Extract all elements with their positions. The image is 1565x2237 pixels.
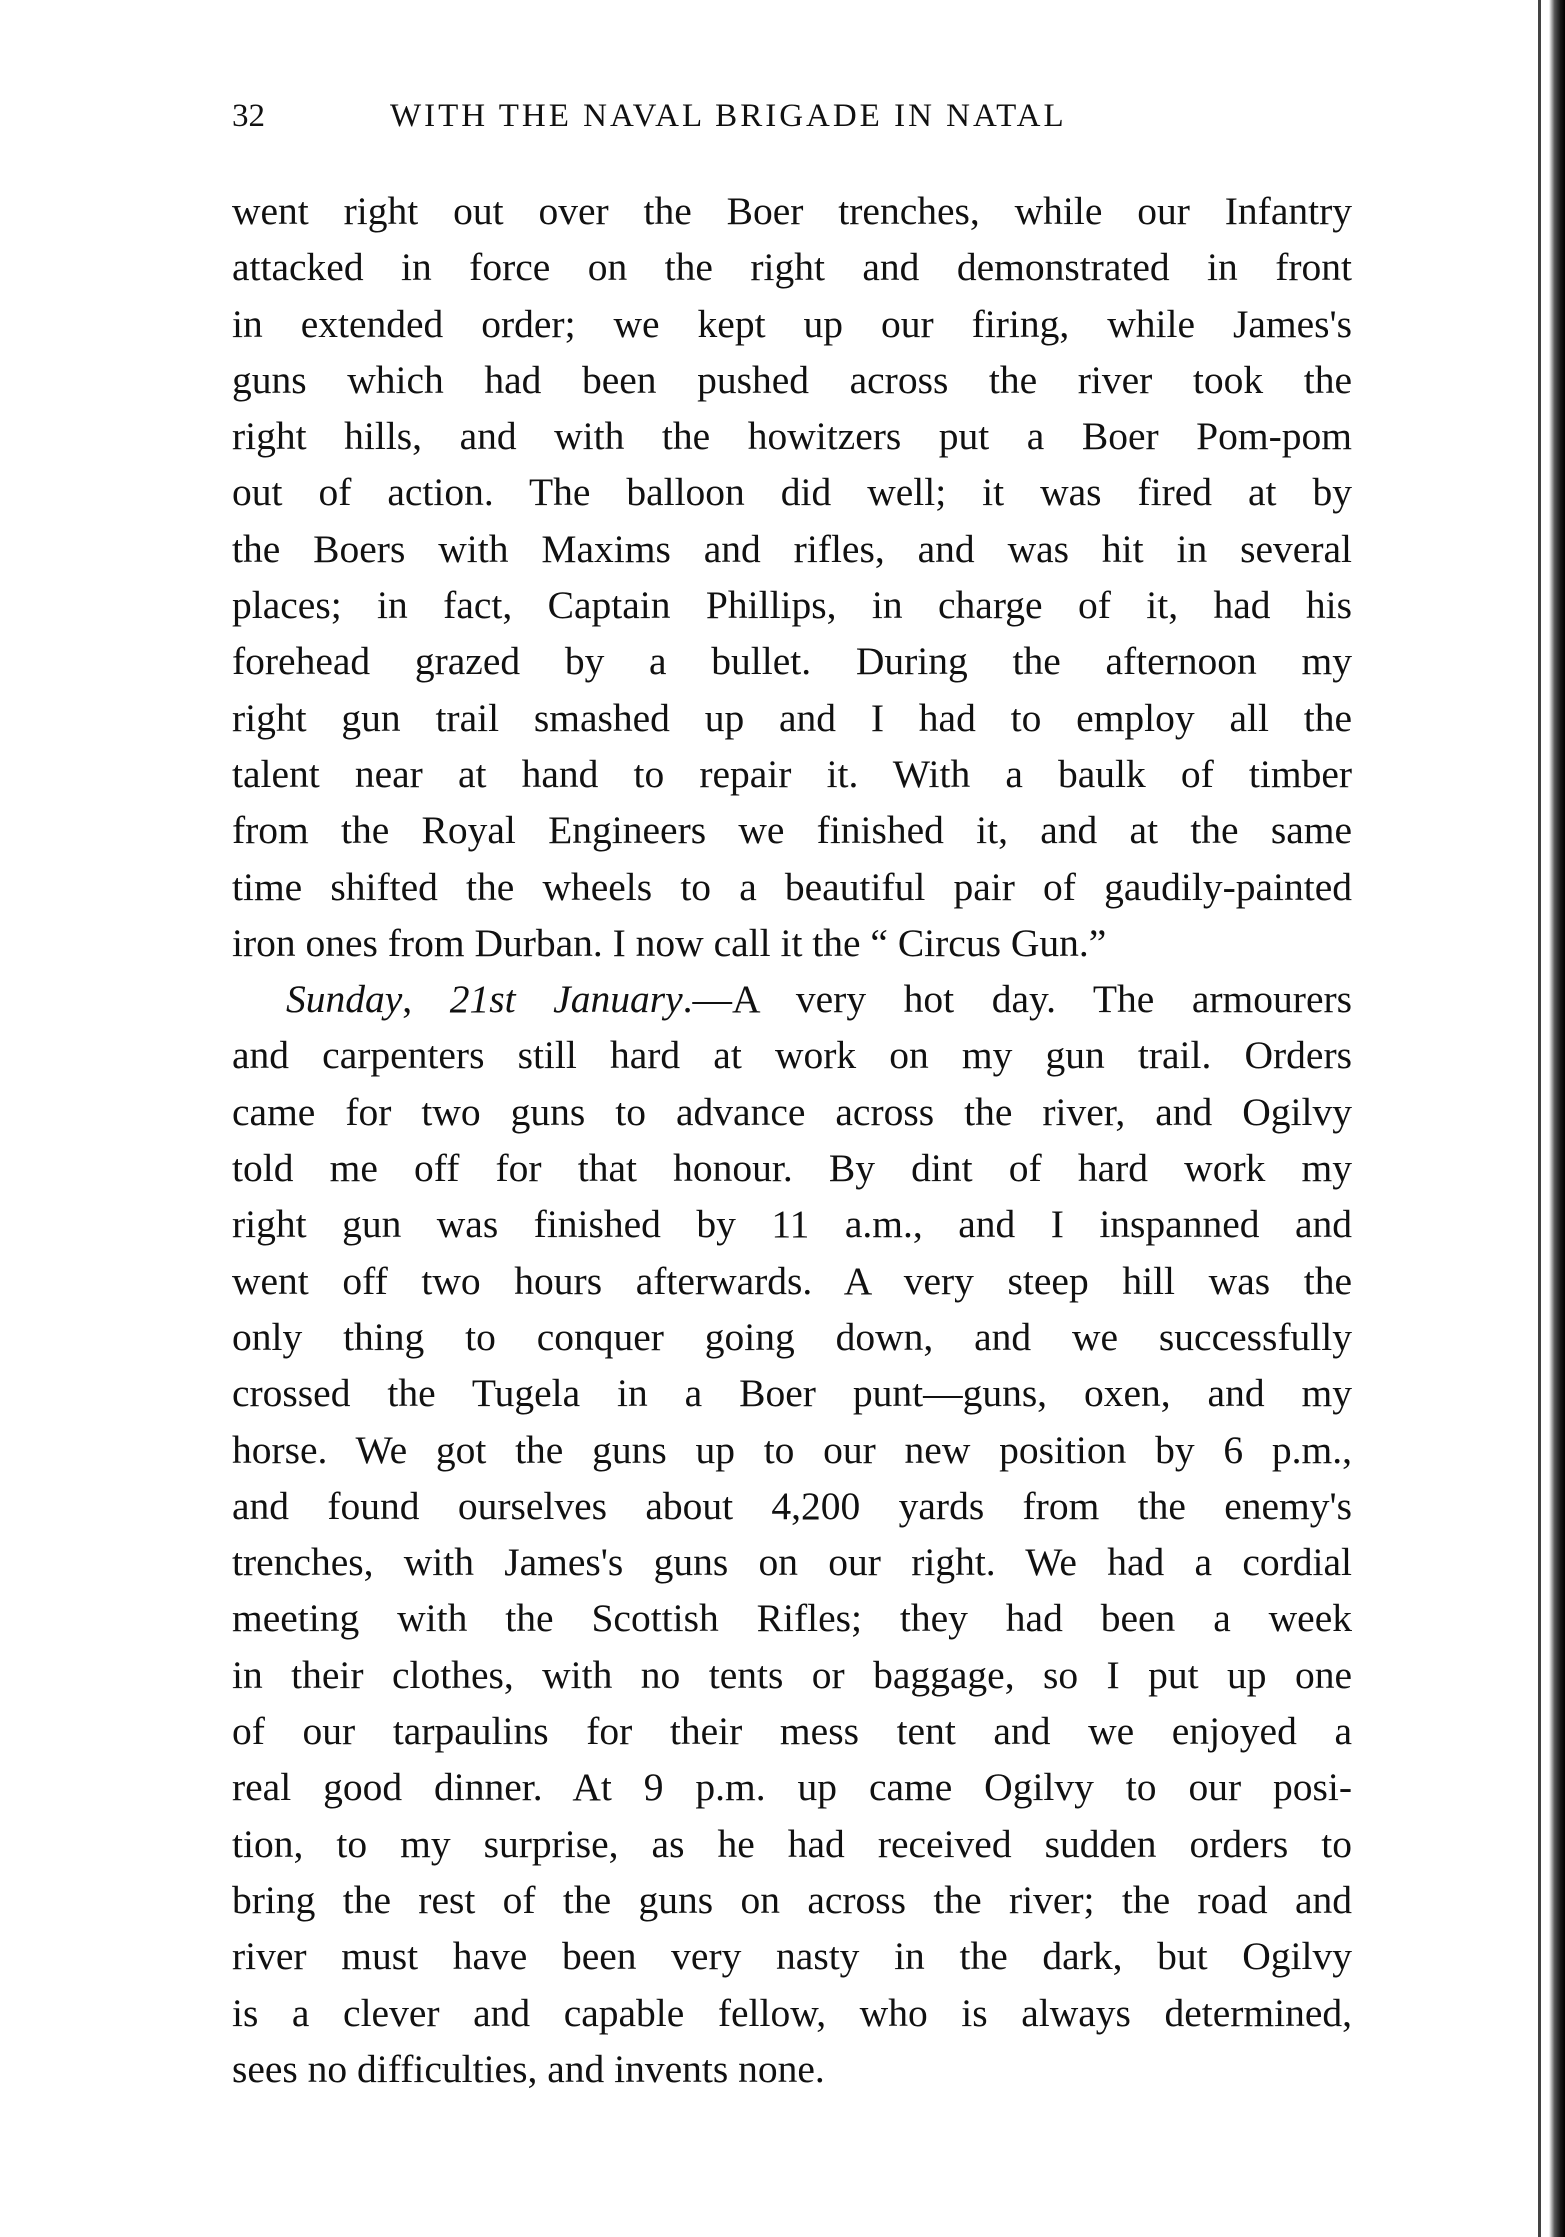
text-line: horse. We got the guns up to our new position by 6 p.m.,: [232, 1427, 1352, 1472]
text-line: talent near at hand to repair it. With a baulk of timber: [232, 751, 1352, 796]
entry-date: 21st January: [449, 977, 683, 1022]
running-header: [232, 98, 1352, 148]
text-line: the Boers with Maxims and rifles, and was hit in several: [232, 526, 1352, 571]
text-line: of our tarpaulins for their mess tent and we enjoyed a: [232, 1709, 1352, 1754]
text-line: tion, to my surprise, as he had received sudden orders to: [232, 1821, 1352, 1866]
text-line: in extended order; we kept up our firing, while James's: [232, 301, 1352, 346]
text-line: went right out over the Boer trenches, while our Infantry: [232, 189, 1352, 233]
text-line: crossed the Tugela in a Boer punt—guns, oxen, and my: [232, 1371, 1352, 1416]
text-line: sees no difficulties, and invents none.: [232, 2046, 825, 2091]
entry-day: Sunday: [286, 977, 403, 1022]
text-line: is a clever and capable fellow, who is always determined,: [232, 1990, 1352, 2035]
text-line: meeting with the Scottish Rifles; they had been a week: [232, 1596, 1352, 1641]
body-text: [232, 183, 1352, 2097]
text-line: right hills, and with the howitzers put a Boer Pom-pom: [232, 414, 1352, 459]
text-line: from the Royal Engineers we finished it, and at the same: [232, 808, 1352, 853]
text-line: right gun was finished by 11 a.m., and I inspanned and: [232, 1202, 1352, 1247]
text-line: time shifted the wheels to a beautiful pair of gaudily-painted: [232, 864, 1352, 909]
running-title: WITH THE NAVAL BRIGADE IN NATAL: [390, 98, 1067, 134]
entry-date-separator: ,: [402, 977, 450, 1022]
text-line: and found ourselves about 4,200 yards from the enemy's: [232, 1483, 1352, 1528]
text-line: guns which had been pushed across the river took the: [232, 357, 1352, 402]
text-line: went off two hours afterwards. A very steep hill was the: [232, 1258, 1352, 1303]
page-spine-edge: [1549, 0, 1565, 2237]
text-line: told me off for that honour. By dint of hard work my: [232, 1146, 1352, 1191]
binding-line: [1538, 0, 1541, 2237]
text-line: trenches, with James's guns on our right. We had a cordial: [232, 1540, 1352, 1585]
text-line: bring the rest of the guns on across the river; the road and: [232, 1877, 1352, 1922]
text-line: came for two guns to advance across the river, and Ogilvy: [232, 1089, 1352, 1134]
text-line: only thing to conquer going down, and we successfully: [232, 1314, 1352, 1359]
text-line: places; in fact, Captain Phillips, in charge of it, had his: [232, 583, 1352, 628]
text-line: iron ones from Durban. I now call it the “ Circus Gun.”: [232, 920, 1107, 965]
entry-text: .—A very hot day. The armourers: [682, 977, 1352, 1022]
text-line: and carpenters still hard at work on my gun trail. Orders: [232, 1033, 1352, 1078]
text-line: forehead grazed by a bullet. During the afternoon my: [232, 639, 1352, 684]
text-line: in their clothes, with no tents or baggage, so I put up one: [232, 1652, 1352, 1697]
text-line: river must have been very nasty in the dark, but Ogilvy: [232, 1934, 1352, 1979]
diary-entry-first-line: [232, 971, 1352, 1027]
text-line: out of action. The balloon did well; it was fired at by: [232, 470, 1352, 515]
text-line: real good dinner. At 9 p.m. up came Ogilvy to our posi-: [232, 1765, 1352, 1810]
text-line: attacked in force on the right and demonstrated in front: [232, 245, 1352, 290]
page-number: 32: [232, 98, 265, 134]
text-line: right gun trail smashed up and I had to employ all the: [232, 695, 1352, 740]
